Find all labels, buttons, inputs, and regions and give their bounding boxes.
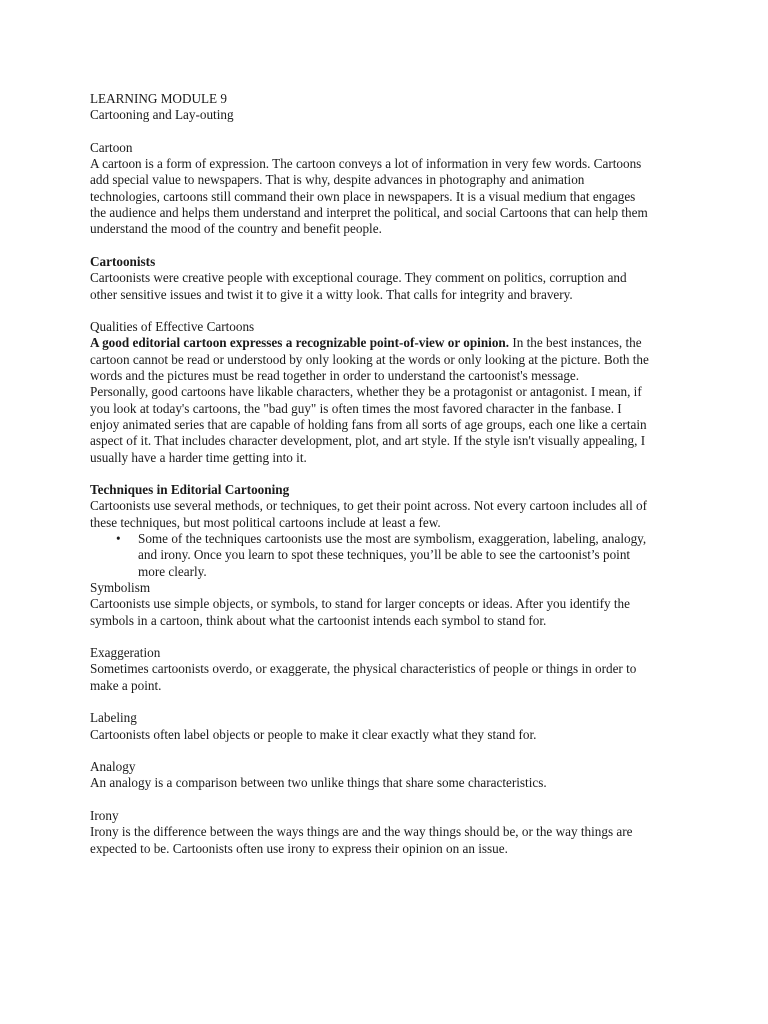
section-analogy: [90, 759, 690, 792]
paragraph-line: symbols in a cartoon, think about what the cartoonist intends each symbol to stand for.: [90, 612, 547, 628]
section-heading-qualities: Qualities of Effective Cartoons: [90, 319, 255, 335]
paragraph-line: other sensitive issues and twist it to give it a witty look. That calls for integrity and bravery.: [90, 286, 573, 302]
section-heading-cartoonists: Cartoonists: [90, 253, 156, 269]
section-qualities: [90, 319, 690, 466]
section-irony: [90, 808, 690, 857]
bullet-line: and irony. Once you learn to spot these techniques, you’ll be able to see the cartoonist’s point: [138, 547, 631, 563]
spacer: [90, 303, 690, 319]
paragraph-line: technologies, cartoons still command their own place in newspapers. It is a visual medium that engages: [90, 188, 636, 204]
section-heading-irony: Irony: [90, 808, 119, 824]
section-heading-symbolism: Symbolism: [90, 579, 151, 595]
section-techniques: [90, 482, 690, 580]
spacer: [90, 694, 690, 710]
bold-lead-text: A good editorial cartoon expresses a recognizable point-of-view or opinion.: [90, 335, 510, 351]
spacer: [90, 792, 690, 808]
spacer: [90, 629, 690, 645]
paragraph-line: cartoon cannot be read or understood by only looking at the words or only looking at the picture. Both the: [90, 351, 649, 367]
bullet-line: more clearly.: [138, 563, 207, 579]
paragraph-line: aspect of it. That includes character development, plot, and art style. If the style isn't visually appealing, I: [90, 433, 646, 449]
paragraph-line: the audience and helps them understand and interpret the political, and social Cartoons that can help them: [90, 205, 648, 221]
paragraph-line: expected to be. Cartoonists often use irony to express their opinion on an issue.: [90, 840, 508, 856]
module-title: LEARNING MODULE 9: [90, 91, 227, 106]
paragraph-line: A cartoon is a form of expression. The cartoon conveys a lot of information in very few words. Cartoons: [90, 156, 642, 172]
section-cartoon: [90, 140, 690, 238]
section-heading-exaggeration: Exaggeration: [90, 645, 161, 661]
spacer: [90, 238, 690, 254]
paragraph-line: words and the pictures must be read together in order to understand the cartoonist's message.: [90, 368, 580, 384]
paragraph-line: Cartoonists use several methods, or techniques, to get their point across. Not every cartoon includes all of: [90, 498, 648, 514]
bullet-line: Some of the techniques cartoonists use the most are symbolism, exaggeration, labeling, analogy,: [138, 531, 647, 547]
section-heading-analogy: Analogy: [90, 759, 136, 775]
paragraph-line: these techniques, but most political cartoons include at least a few.: [90, 514, 441, 530]
paragraph-line: Personally, good cartoons have likable characters, whether they be a protagonist or antagonist. I mean, if: [90, 384, 642, 400]
list-item: [90, 531, 690, 580]
paragraph-line: enjoy animated series that are capable of holding fans from all sorts of age groups, each one like a certain: [90, 416, 647, 432]
section-exaggeration: [90, 645, 690, 694]
paragraph-line: Cartoonists often label objects or people to make it clear exactly what they stand for.: [90, 726, 537, 742]
section-symbolism: [90, 580, 690, 629]
document-page: [90, 91, 690, 857]
section-heading-techniques: Techniques in Editorial Cartooning: [90, 482, 290, 498]
spacer: [90, 124, 690, 140]
paragraph-line: Sometimes cartoonists overdo, or exaggerate, the physical characteristics of people or things in order to: [90, 661, 637, 677]
spacer: [90, 743, 690, 759]
paragraph-line: add special value to newspapers. That is why, despite advances in photography and animation: [90, 172, 585, 188]
paragraph-line: [90, 335, 690, 351]
paragraph-line: usually have a harder time getting into it.: [90, 449, 307, 465]
paragraph-line: Cartoonists were creative people with exceptional courage. They comment on politics, corruption and: [90, 270, 627, 286]
section-heading-cartoon: Cartoon: [90, 139, 133, 155]
section-heading-labeling: Labeling: [90, 710, 137, 726]
paragraph-line: understand the mood of the country and benefit people.: [90, 221, 382, 237]
module-subtitle: Cartooning and Lay-outing: [90, 107, 234, 123]
paragraph-line: make a point.: [90, 677, 162, 693]
bullet-icon: •: [116, 531, 121, 547]
paragraph-line: you look at today's cartoons, the "bad guy" is often times the most favored character in the fanbase. I: [90, 400, 622, 416]
paragraph-line: Cartoonists use simple objects, or symbols, to stand for larger concepts or ideas. After you identify the: [90, 596, 630, 612]
section-labeling: [90, 710, 690, 743]
paragraph-line: An analogy is a comparison between two unlike things that share some characteristics.: [90, 775, 547, 791]
paragraph-line: Irony is the difference between the ways things are and the way things should be, or the way things are: [90, 824, 633, 840]
section-cartoonists: [90, 254, 690, 303]
spacer: [90, 466, 690, 482]
lead-rest-text: In the best instances, the: [509, 335, 642, 351]
